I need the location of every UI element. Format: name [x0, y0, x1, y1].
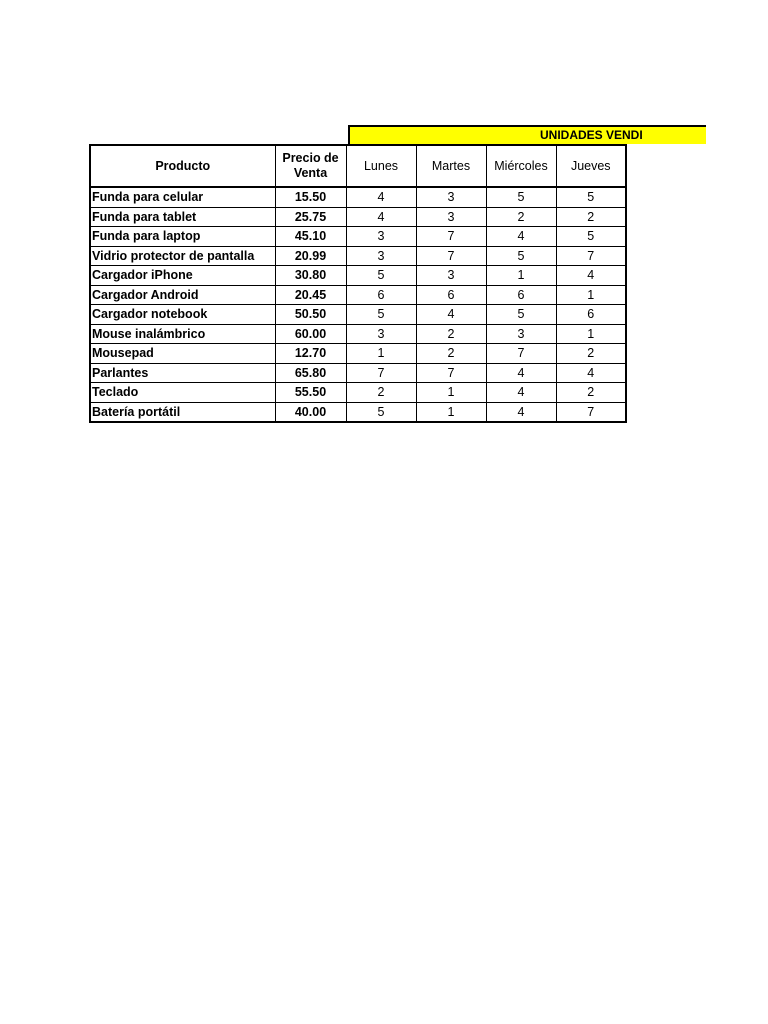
units-jueves-cell: 2	[556, 344, 626, 364]
units-lunes-cell: 1	[346, 344, 416, 364]
units-lunes-cell: 4	[346, 187, 416, 207]
units-jueves-cell: 7	[556, 402, 626, 422]
header-miercoles: Miércoles	[486, 145, 556, 187]
units-jueves-cell: 4	[556, 363, 626, 383]
price-cell: 30.80	[275, 266, 346, 286]
units-miercoles-cell: 7	[486, 344, 556, 364]
table-row	[90, 246, 626, 266]
units-martes-cell: 3	[416, 207, 486, 227]
price-cell: 55.50	[275, 383, 346, 403]
product-name-cell: Funda para celular	[90, 187, 275, 207]
units-miercoles-cell: 6	[486, 285, 556, 305]
product-name-cell: Mousepad	[90, 344, 275, 364]
units-jueves-cell: 2	[556, 207, 626, 227]
units-martes-cell: 7	[416, 227, 486, 247]
units-martes-cell: 4	[416, 305, 486, 325]
units-jueves-cell: 4	[556, 266, 626, 286]
product-name-cell: Cargador Android	[90, 285, 275, 305]
price-cell: 25.75	[275, 207, 346, 227]
units-miercoles-cell: 5	[486, 305, 556, 325]
price-cell: 40.00	[275, 402, 346, 422]
sales-table	[89, 144, 627, 423]
table-row	[90, 344, 626, 364]
units-miercoles-cell: 5	[486, 246, 556, 266]
units-jueves-cell: 7	[556, 246, 626, 266]
units-lunes-cell: 3	[346, 227, 416, 247]
units-jueves-cell: 6	[556, 305, 626, 325]
units-martes-cell: 2	[416, 324, 486, 344]
price-cell: 65.80	[275, 363, 346, 383]
header-jueves: Jueves	[556, 145, 626, 187]
header-precio-line1: Precio de	[282, 151, 339, 165]
units-lunes-cell: 3	[346, 246, 416, 266]
banner-title: UNIDADES VENDI	[540, 128, 643, 142]
table-row	[90, 363, 626, 383]
units-miercoles-cell: 3	[486, 324, 556, 344]
header-row	[90, 145, 626, 187]
units-miercoles-cell: 4	[486, 227, 556, 247]
header-producto: Producto	[90, 145, 275, 187]
units-miercoles-cell: 4	[486, 383, 556, 403]
table-row	[90, 402, 626, 422]
units-miercoles-cell: 4	[486, 363, 556, 383]
units-lunes-cell: 3	[346, 324, 416, 344]
table-row	[90, 305, 626, 325]
units-jueves-cell: 5	[556, 227, 626, 247]
units-jueves-cell: 1	[556, 285, 626, 305]
price-cell: 50.50	[275, 305, 346, 325]
table-body	[90, 187, 626, 422]
units-martes-cell: 1	[416, 402, 486, 422]
units-jueves-cell: 5	[556, 187, 626, 207]
product-name-cell: Teclado	[90, 383, 275, 403]
header-martes: Martes	[416, 145, 486, 187]
product-name-cell: Cargador iPhone	[90, 266, 275, 286]
price-cell: 45.10	[275, 227, 346, 247]
units-jueves-cell: 1	[556, 324, 626, 344]
units-lunes-cell: 5	[346, 266, 416, 286]
product-name-cell: Cargador notebook	[90, 305, 275, 325]
table-row	[90, 187, 626, 207]
units-martes-cell: 3	[416, 266, 486, 286]
header-precio-venta	[275, 145, 346, 187]
units-martes-cell: 6	[416, 285, 486, 305]
price-cell: 20.45	[275, 285, 346, 305]
units-lunes-cell: 6	[346, 285, 416, 305]
product-name-cell: Batería portátil	[90, 402, 275, 422]
price-cell: 60.00	[275, 324, 346, 344]
price-cell: 20.99	[275, 246, 346, 266]
units-lunes-cell: 4	[346, 207, 416, 227]
product-name-cell: Parlantes	[90, 363, 275, 383]
table-row	[90, 285, 626, 305]
table-row	[90, 383, 626, 403]
product-name-cell: Funda para laptop	[90, 227, 275, 247]
units-lunes-cell: 5	[346, 305, 416, 325]
units-jueves-cell: 2	[556, 383, 626, 403]
units-miercoles-cell: 4	[486, 402, 556, 422]
units-miercoles-cell: 2	[486, 207, 556, 227]
units-sold-banner	[348, 125, 706, 144]
price-cell: 12.70	[275, 344, 346, 364]
units-lunes-cell: 7	[346, 363, 416, 383]
table-row	[90, 227, 626, 247]
units-miercoles-cell: 1	[486, 266, 556, 286]
units-martes-cell: 3	[416, 187, 486, 207]
units-miercoles-cell: 5	[486, 187, 556, 207]
table-row	[90, 207, 626, 227]
header-lunes: Lunes	[346, 145, 416, 187]
units-martes-cell: 7	[416, 246, 486, 266]
table-row	[90, 324, 626, 344]
units-lunes-cell: 5	[346, 402, 416, 422]
header-precio-line2: Venta	[293, 166, 328, 180]
units-lunes-cell: 2	[346, 383, 416, 403]
table-row	[90, 266, 626, 286]
product-name-cell: Funda para tablet	[90, 207, 275, 227]
units-martes-cell: 7	[416, 363, 486, 383]
units-martes-cell: 2	[416, 344, 486, 364]
units-martes-cell: 1	[416, 383, 486, 403]
product-name-cell: Vidrio protector de pantalla	[90, 246, 275, 266]
product-name-cell: Mouse inalámbrico	[90, 324, 275, 344]
price-cell: 15.50	[275, 187, 346, 207]
